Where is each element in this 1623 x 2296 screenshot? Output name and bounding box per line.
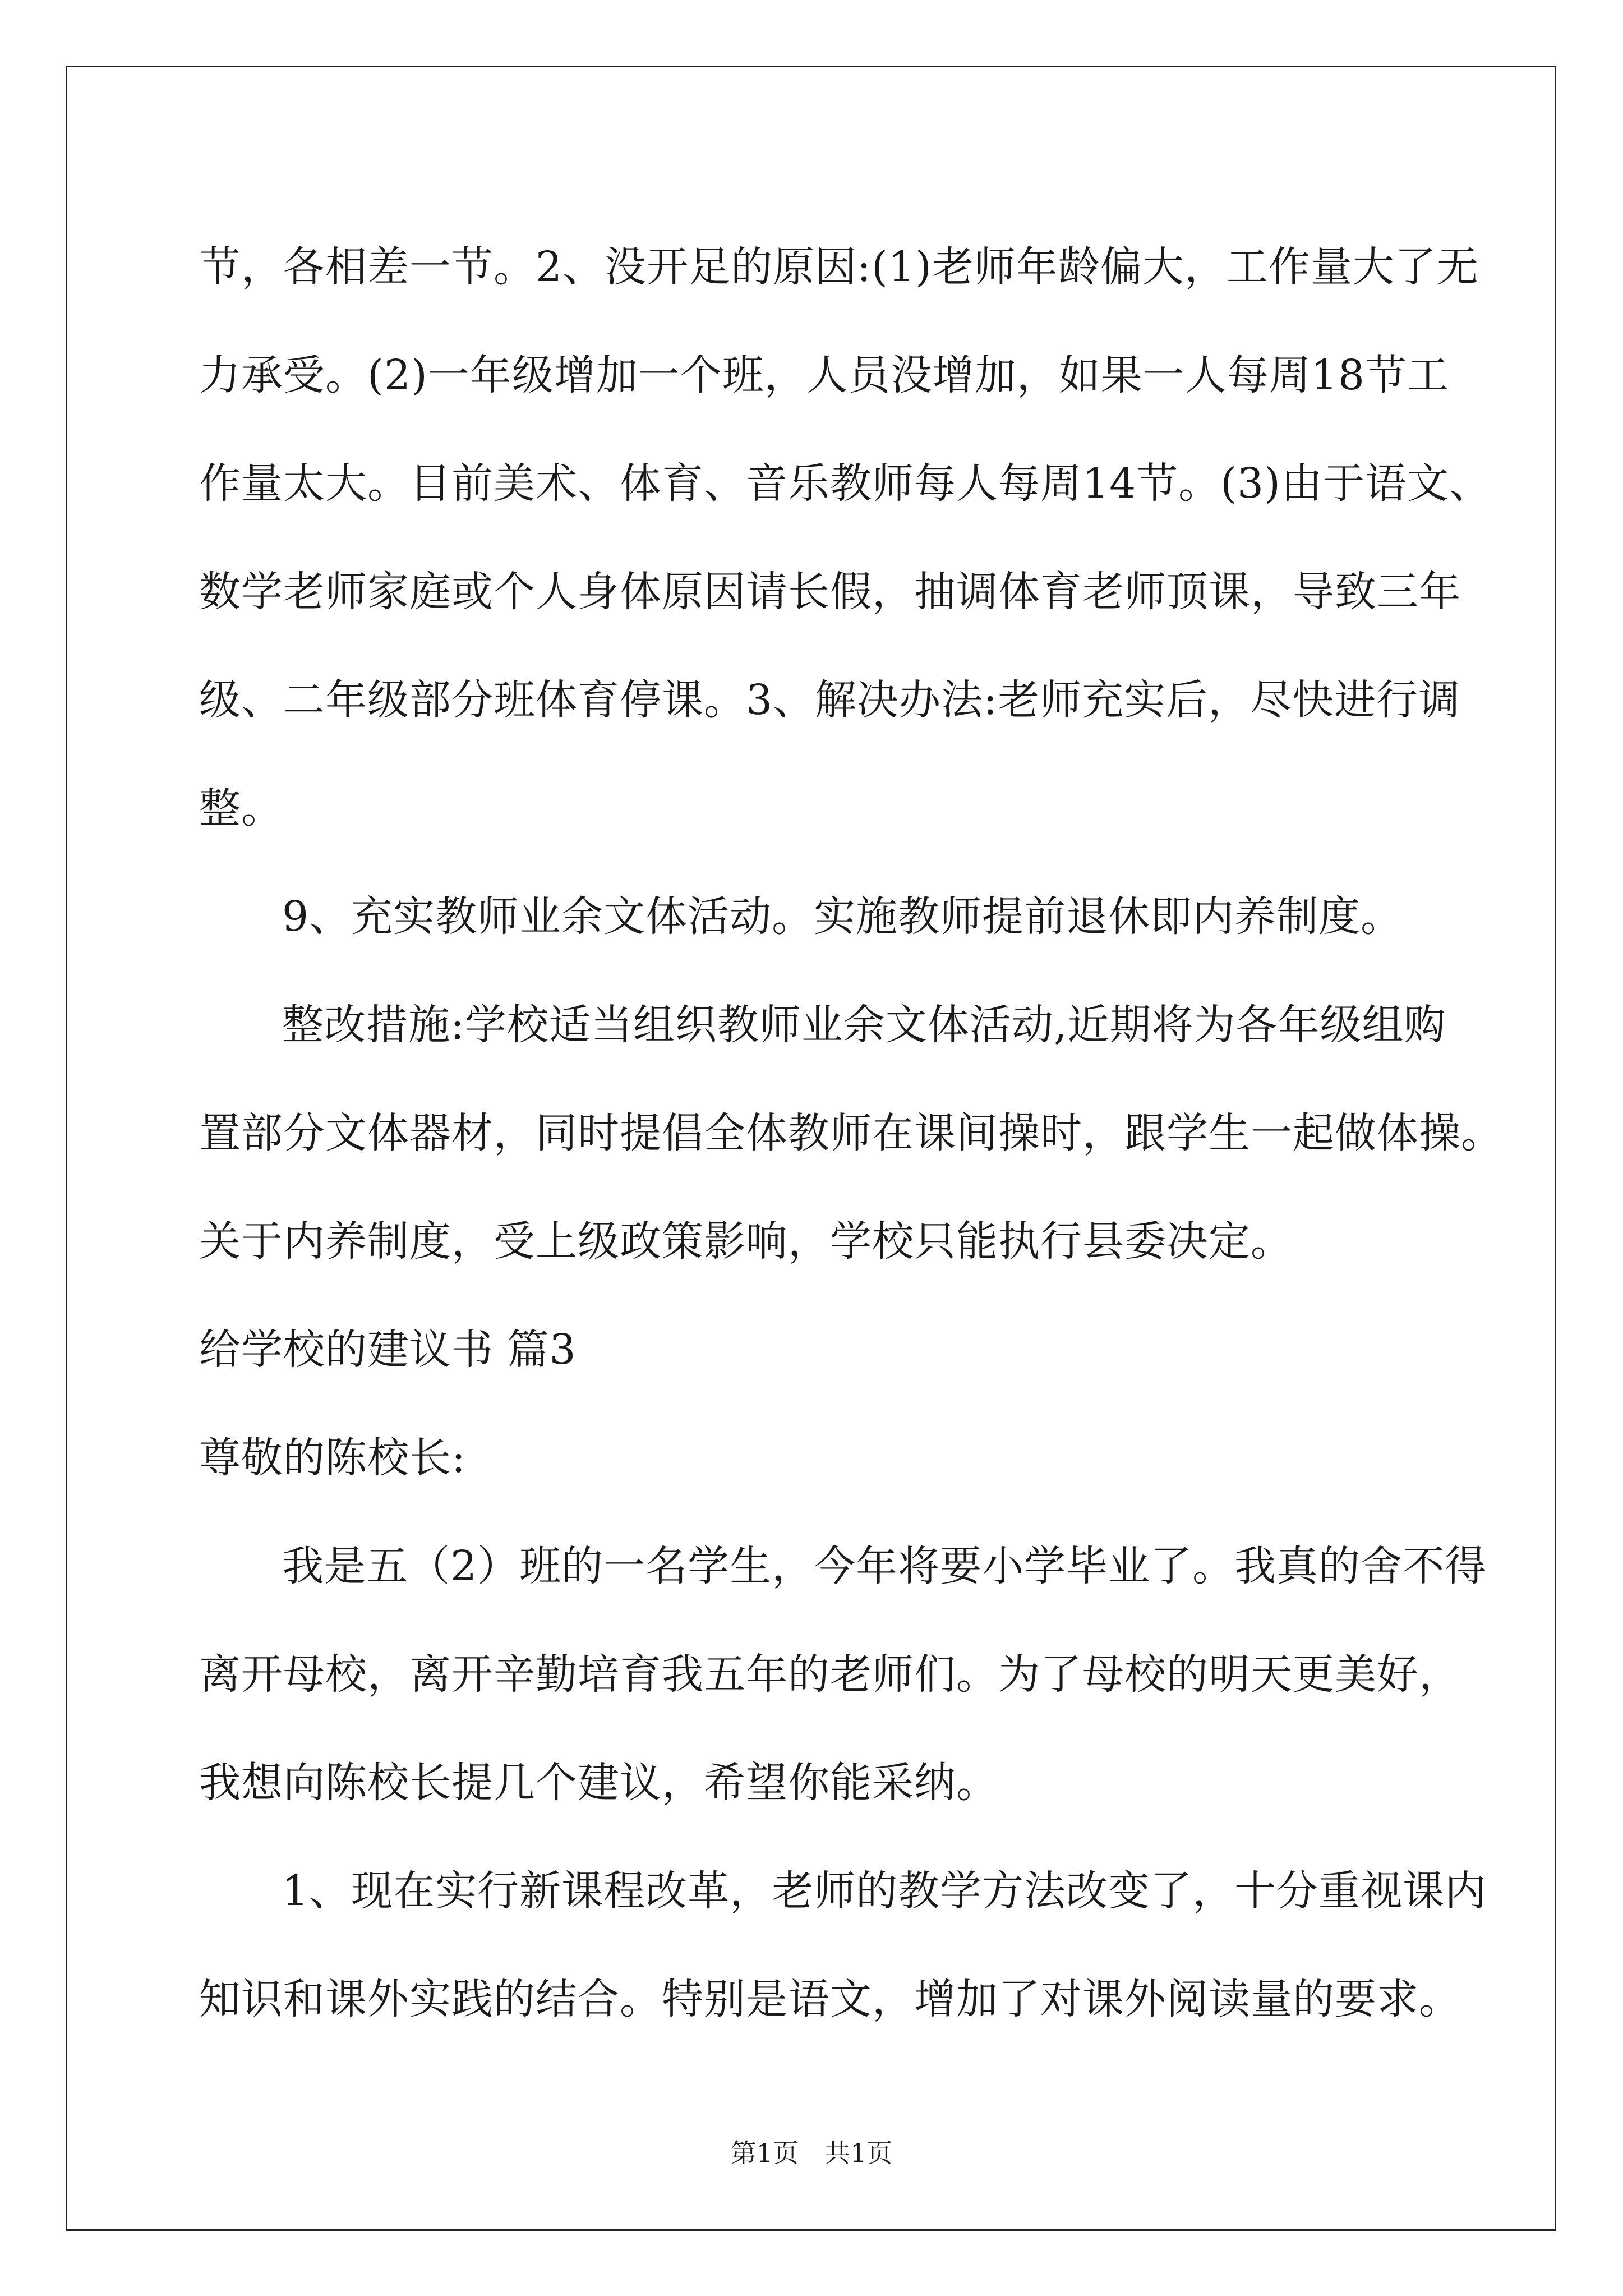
text-line: 我想向陈校长提几个建议，希望你能采纳。 (199, 1759, 998, 1807)
text-line: 级、二年级部分班体育停课。3、解决办法:老师充实后，尽快进行调 (199, 676, 1461, 724)
text-line: 置部分文体器材，同时提倡全体教师在课间操时，跟学生一起做体操。 (199, 1109, 1503, 1157)
salutation: 尊敬的陈校长: (199, 1434, 466, 1482)
text-line: 整。 (199, 784, 283, 832)
text-line: 节，各相差一节。2、没开足的原因:(1)老师年龄偏大，工作量大了无 (199, 243, 1479, 291)
text-line: 离开母校，离开辛勤培育我五年的老师们。为了母校的明天更美好， (199, 1650, 1461, 1699)
document-body (199, 213, 1503, 2054)
section-heading: 给学校的建议书 篇3 (199, 1326, 577, 1374)
text-line: 1、现在实行新课程改革，老师的教学方法改变了，十分重视课内 (282, 1867, 1487, 1915)
text-line: 我是五（2）班的一名学生，今年将要小学毕业了。我真的舍不得 (282, 1542, 1487, 1590)
page-footer: 第1页 共1页 (730, 2138, 893, 2168)
text-line: 作量太大。目前美术、体育、音乐教师每人每周14节。(3)由于语文、 (199, 459, 1491, 508)
text-line: 关于内养制度，受上级政策影响，学校只能执行县委决定。 (199, 1217, 1293, 1266)
text-line: 9、充实教师业余文体活动。实施教师提前退休即内养制度。 (282, 892, 1403, 941)
text-line: 整改措施:学校适当组织教师业余文体活动,近期将为各年级组购 (282, 1001, 1446, 1049)
text-line: 数学老师家庭或个人身体原因请长假，抽调体育老师顶课，导致三年 (199, 568, 1461, 616)
text-line: 力承受。(2)一年级增加一个班，人员没增加，如果一人每周18节工 (199, 351, 1449, 399)
text-line: 知识和课外实践的结合。特别是语文，增加了对课外阅读量的要求。 (199, 1975, 1461, 2023)
